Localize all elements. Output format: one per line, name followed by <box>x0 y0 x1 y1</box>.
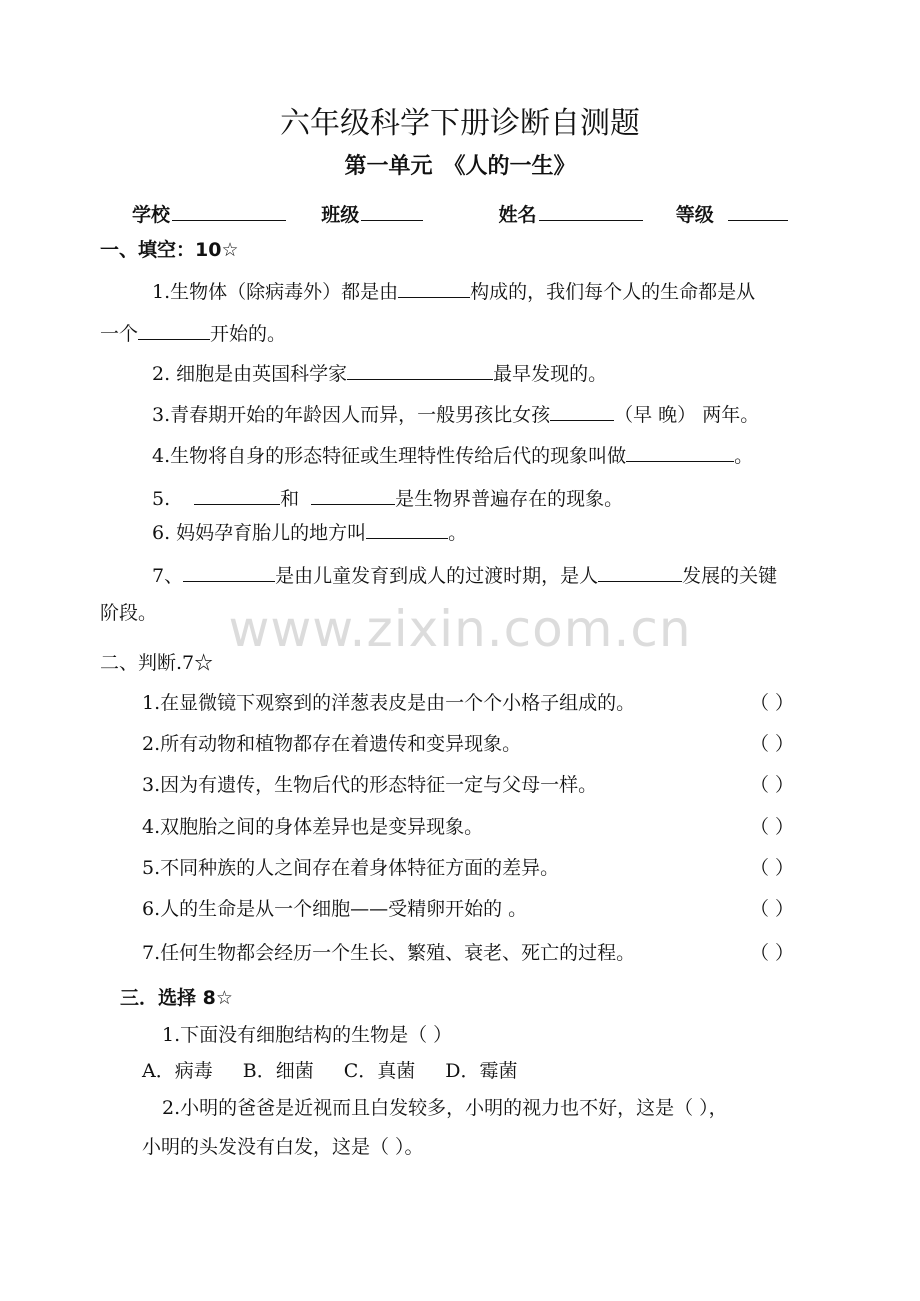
fill-q2 <box>152 359 607 387</box>
judge-item-1: 1.在显微镜下观察到的洋葱表皮是由一个个小格子组成的。 <box>142 692 636 714</box>
fill-q5 <box>152 484 623 512</box>
judge-answer-3[interactable]: （ ） <box>750 774 795 796</box>
fill-q1-text-c: 一个 <box>100 323 139 345</box>
judge-answer-4[interactable]: （ ） <box>750 816 795 838</box>
choice-option-c[interactable]: C．真菌 <box>343 1060 416 1082</box>
fill-q1-line2 <box>100 319 286 347</box>
section1-heading: 一、填空：10☆ <box>100 239 239 261</box>
fill-q7-text-b: 发展的关键 <box>682 565 778 587</box>
choice-option-d[interactable]: D．霉菌 <box>445 1060 518 1082</box>
choice-q1: 1.下面没有细胞结构的生物是（ ） <box>162 1024 453 1046</box>
fill-q6-blank[interactable] <box>366 518 448 539</box>
fill-q2-text-b: 最早发现的。 <box>493 363 608 385</box>
fill-q5-text-b: 是生物界普遍存在的现象。 <box>395 488 624 510</box>
judge-item-6: 6.人的生命是从一个细胞——受精卵开始的 。 <box>142 898 528 920</box>
fill-q1-text-d: 开始的。 <box>210 323 287 345</box>
fill-q2-blank[interactable] <box>347 359 493 380</box>
section3-heading: 三．选择 8☆ <box>120 987 233 1009</box>
judge-answer-5[interactable]: （ ） <box>750 857 795 879</box>
grade-label: 等级 <box>675 204 714 226</box>
fill-q4-blank[interactable] <box>626 441 734 462</box>
judge-item-4: 4.双胞胎之间的身体差异也是变异现象。 <box>142 816 484 838</box>
fill-q7-num: 7、 <box>152 565 184 587</box>
fill-q1-line1 <box>152 277 755 305</box>
fill-q4 <box>152 441 753 469</box>
fill-q5-blank2[interactable] <box>311 484 395 505</box>
choice-option-b[interactable]: B．细菌 <box>242 1060 314 1082</box>
choice-option-a[interactable]: A．病毒 <box>142 1060 213 1082</box>
fill-q3 <box>152 400 759 428</box>
fill-q1-blank2[interactable] <box>138 319 210 340</box>
school-blank[interactable] <box>172 200 286 221</box>
section2-heading: 二、判断.7☆ <box>100 652 214 674</box>
choice-q2-line1: 2.小明的爸爸是近视而且白发较多，小明的视力也不好，这是（ ）， <box>162 1097 728 1119</box>
fill-q1-text-a: 1.生物体（除病毒外）都是由 <box>152 281 399 303</box>
grade-blank[interactable] <box>728 200 788 221</box>
fill-q6-text-a: 6. 妈妈孕育胎儿的地方叫 <box>152 522 367 544</box>
fill-q4-text-b: 。 <box>734 445 754 467</box>
page-subtitle: 第一单元 《人的一生》 <box>344 154 576 179</box>
name-label: 姓名 <box>498 204 537 226</box>
name-blank[interactable] <box>539 200 643 221</box>
judge-item-7: 7.任何生物都会经历一个生长、繁殖、衰老、死亡的过程。 <box>142 942 636 964</box>
judge-answer-1[interactable]: （ ） <box>750 692 795 714</box>
fill-q6 <box>152 518 467 546</box>
info-row <box>132 200 788 228</box>
fill-q5-text-mid: 和 <box>280 488 300 510</box>
school-label: 学校 <box>132 204 171 226</box>
class-label: 班级 <box>321 204 360 226</box>
judge-item-5: 5.不同种族的人之间存在着身体特征方面的差异。 <box>142 857 560 879</box>
fill-q7-blank1[interactable] <box>183 561 275 582</box>
judge-answer-2[interactable]: （ ） <box>750 733 795 755</box>
fill-q5-num: 5. <box>152 488 171 510</box>
choice-q1-options <box>142 1058 517 1084</box>
fill-q1-text-b: 构成的，我们每个人的生命都是从 <box>470 281 756 303</box>
class-blank[interactable] <box>361 200 423 221</box>
fill-q3-text-a: 3.青春期开始的年龄因人而异，一般男孩比女孩 <box>152 404 551 426</box>
page-title: 六年级科学下册诊断自测题 <box>280 106 640 141</box>
fill-q7-line2: 阶段。 <box>100 602 158 624</box>
choice-q2-line2: 小明的头发没有白发，这是（ ）。 <box>142 1136 424 1158</box>
fill-q1-blank1[interactable] <box>398 277 470 298</box>
judge-item-3: 3.因为有遗传，生物后代的形态特征一定与父母一样。 <box>142 774 598 796</box>
judge-item-2: 2.所有动物和植物都存在着遗传和变异现象。 <box>142 733 522 755</box>
judge-answer-6[interactable]: （ ） <box>750 898 795 920</box>
fill-q4-text-a: 4.生物将自身的形态特征或生理特性传给后代的现象叫做 <box>152 445 627 467</box>
fill-q2-text-a: 2. 细胞是由英国科学家 <box>152 363 348 385</box>
fill-q7-text-a: 是由儿童发育到成人的过渡时期，是人 <box>275 565 599 587</box>
fill-q3-text-b: （早 晚） 两年。 <box>614 404 760 426</box>
watermark: www.zixin.com.cn <box>228 600 692 658</box>
fill-q7-blank2[interactable] <box>598 561 682 582</box>
fill-q5-blank1[interactable] <box>194 484 280 505</box>
fill-q7-line1 <box>152 561 777 589</box>
fill-q3-blank[interactable] <box>550 400 614 421</box>
judge-answer-7[interactable]: （ ） <box>750 942 795 964</box>
fill-q6-text-b: 。 <box>448 522 468 544</box>
